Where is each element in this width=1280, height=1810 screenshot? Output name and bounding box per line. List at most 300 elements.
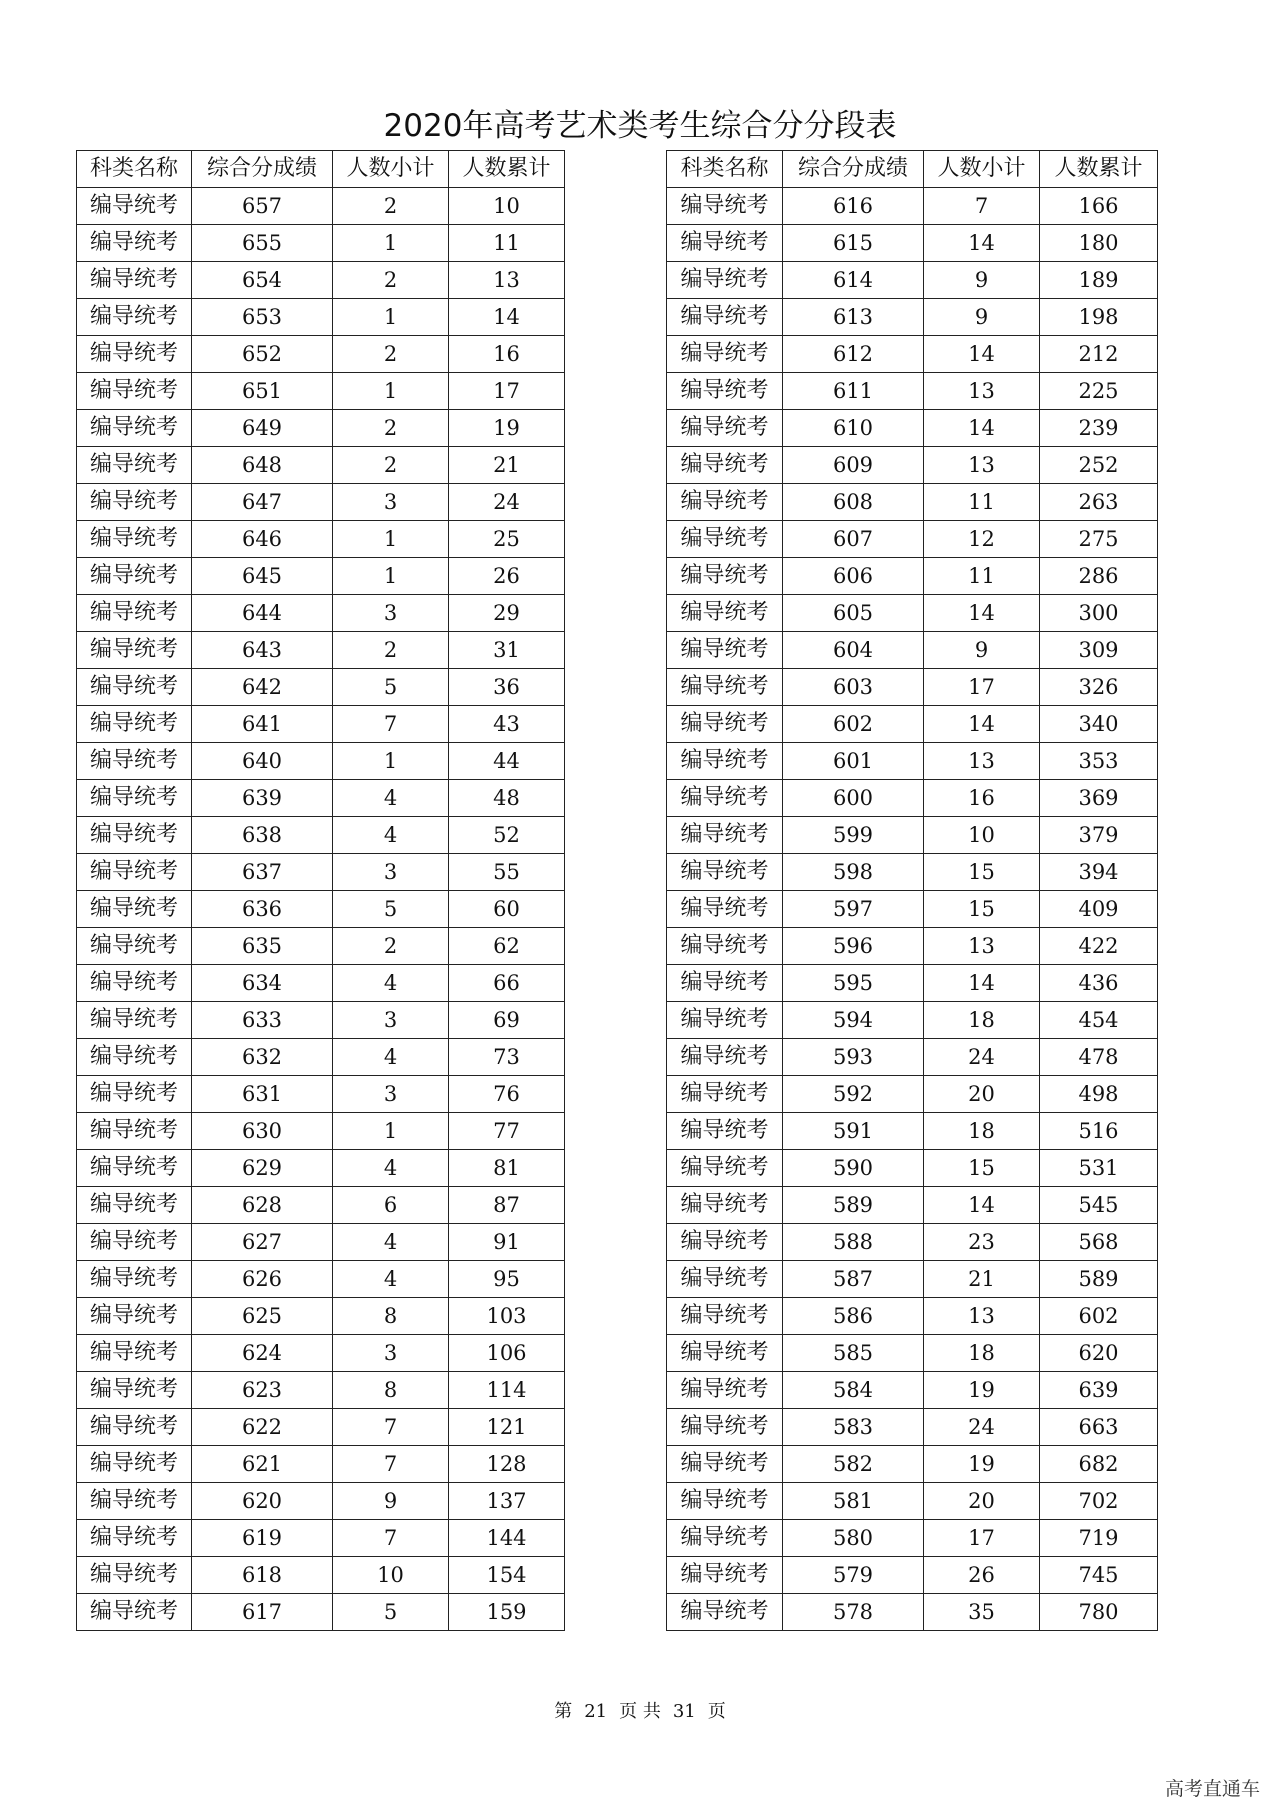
cell-category: 编导统考 bbox=[77, 484, 192, 521]
cell-cumulative: 379 bbox=[1040, 817, 1158, 854]
cell-count: 9 bbox=[333, 1483, 449, 1520]
cell-category: 编导统考 bbox=[77, 1039, 192, 1076]
cell-count: 15 bbox=[924, 854, 1040, 891]
cell-score: 652 bbox=[192, 336, 333, 373]
cell-count: 13 bbox=[924, 928, 1040, 965]
cell-count: 1 bbox=[333, 225, 449, 262]
cell-score: 596 bbox=[783, 928, 924, 965]
cell-category: 编导统考 bbox=[77, 225, 192, 262]
table-row bbox=[667, 669, 1158, 706]
header-cumulative: 人数累计 bbox=[1040, 151, 1158, 188]
cell-category: 编导统考 bbox=[77, 1335, 192, 1372]
cell-cumulative: 663 bbox=[1040, 1409, 1158, 1446]
cell-category: 编导统考 bbox=[77, 854, 192, 891]
cell-score: 623 bbox=[192, 1372, 333, 1409]
table-row bbox=[667, 1520, 1158, 1557]
table-row bbox=[667, 632, 1158, 669]
cell-cumulative: 545 bbox=[1040, 1187, 1158, 1224]
cell-cumulative: 409 bbox=[1040, 891, 1158, 928]
score-table-right bbox=[666, 150, 1158, 1631]
table-row bbox=[77, 669, 565, 706]
cell-category: 编导统考 bbox=[667, 1261, 783, 1298]
cell-score: 587 bbox=[783, 1261, 924, 1298]
table-row bbox=[667, 1076, 1158, 1113]
cell-category: 编导统考 bbox=[77, 706, 192, 743]
cell-score: 586 bbox=[783, 1298, 924, 1335]
table-row bbox=[77, 1594, 565, 1631]
footer-total-pages: 31 bbox=[672, 1701, 696, 1722]
table-row bbox=[667, 558, 1158, 595]
cell-score: 655 bbox=[192, 225, 333, 262]
cell-score: 615 bbox=[783, 225, 924, 262]
cell-cumulative: 340 bbox=[1040, 706, 1158, 743]
cell-cumulative: 76 bbox=[449, 1076, 565, 1113]
table-row bbox=[77, 1150, 565, 1187]
cell-count: 4 bbox=[333, 965, 449, 1002]
cell-category: 编导统考 bbox=[77, 1113, 192, 1150]
table-row bbox=[667, 188, 1158, 225]
table-row bbox=[77, 780, 565, 817]
cell-count: 1 bbox=[333, 299, 449, 336]
cell-count: 11 bbox=[924, 558, 1040, 595]
header-score: 综合分成绩 bbox=[192, 151, 333, 188]
cell-cumulative: 478 bbox=[1040, 1039, 1158, 1076]
cell-cumulative: 11 bbox=[449, 225, 565, 262]
cell-count: 4 bbox=[333, 1224, 449, 1261]
cell-category: 编导统考 bbox=[667, 1187, 783, 1224]
cell-score: 630 bbox=[192, 1113, 333, 1150]
cell-category: 编导统考 bbox=[77, 373, 192, 410]
cell-score: 637 bbox=[192, 854, 333, 891]
cell-cumulative: 60 bbox=[449, 891, 565, 928]
cell-count: 7 bbox=[924, 188, 1040, 225]
cell-count: 14 bbox=[924, 706, 1040, 743]
cell-cumulative: 26 bbox=[449, 558, 565, 595]
table-row bbox=[77, 188, 565, 225]
cell-score: 592 bbox=[783, 1076, 924, 1113]
table-row bbox=[667, 336, 1158, 373]
cell-score: 640 bbox=[192, 743, 333, 780]
cell-cumulative: 48 bbox=[449, 780, 565, 817]
cell-count: 15 bbox=[924, 1150, 1040, 1187]
cell-cumulative: 620 bbox=[1040, 1335, 1158, 1372]
cell-count: 1 bbox=[333, 558, 449, 595]
cell-category: 编导统考 bbox=[667, 817, 783, 854]
cell-score: 612 bbox=[783, 336, 924, 373]
table-row bbox=[77, 1261, 565, 1298]
cell-cumulative: 19 bbox=[449, 410, 565, 447]
cell-cumulative: 719 bbox=[1040, 1520, 1158, 1557]
cell-category: 编导统考 bbox=[77, 1557, 192, 1594]
cell-score: 609 bbox=[783, 447, 924, 484]
cell-cumulative: 17 bbox=[449, 373, 565, 410]
cell-category: 编导统考 bbox=[77, 632, 192, 669]
table-row bbox=[667, 521, 1158, 558]
cell-score: 626 bbox=[192, 1261, 333, 1298]
cell-category: 编导统考 bbox=[667, 336, 783, 373]
cell-score: 635 bbox=[192, 928, 333, 965]
cell-count: 10 bbox=[924, 817, 1040, 854]
watermark: 高考直通车 bbox=[1164, 1778, 1260, 1800]
cell-score: 594 bbox=[783, 1002, 924, 1039]
cell-score: 618 bbox=[192, 1557, 333, 1594]
cell-category: 编导统考 bbox=[77, 743, 192, 780]
cell-cumulative: 369 bbox=[1040, 780, 1158, 817]
table-row bbox=[77, 262, 565, 299]
cell-cumulative: 568 bbox=[1040, 1224, 1158, 1261]
cell-category: 编导统考 bbox=[667, 1483, 783, 1520]
cell-score: 647 bbox=[192, 484, 333, 521]
cell-count: 14 bbox=[924, 336, 1040, 373]
cell-count: 35 bbox=[924, 1594, 1040, 1631]
cell-category: 编导统考 bbox=[77, 669, 192, 706]
cell-cumulative: 189 bbox=[1040, 262, 1158, 299]
footer-prefix: 第 bbox=[554, 1701, 573, 1722]
cell-category: 编导统考 bbox=[77, 780, 192, 817]
cell-score: 583 bbox=[783, 1409, 924, 1446]
cell-cumulative: 394 bbox=[1040, 854, 1158, 891]
cell-count: 2 bbox=[333, 447, 449, 484]
cell-count: 19 bbox=[924, 1372, 1040, 1409]
cell-score: 628 bbox=[192, 1187, 333, 1224]
cell-cumulative: 103 bbox=[449, 1298, 565, 1335]
cell-count: 8 bbox=[333, 1372, 449, 1409]
cell-category: 编导统考 bbox=[667, 447, 783, 484]
cell-category: 编导统考 bbox=[77, 965, 192, 1002]
cell-score: 636 bbox=[192, 891, 333, 928]
table-row bbox=[667, 1335, 1158, 1372]
cell-category: 编导统考 bbox=[667, 373, 783, 410]
cell-cumulative: 14 bbox=[449, 299, 565, 336]
cell-score: 646 bbox=[192, 521, 333, 558]
table-row bbox=[77, 595, 565, 632]
cell-cumulative: 454 bbox=[1040, 1002, 1158, 1039]
cell-score: 645 bbox=[192, 558, 333, 595]
cell-score: 588 bbox=[783, 1224, 924, 1261]
cell-count: 10 bbox=[333, 1557, 449, 1594]
cell-count: 14 bbox=[924, 410, 1040, 447]
cell-count: 13 bbox=[924, 373, 1040, 410]
table-row bbox=[77, 1113, 565, 1150]
cell-category: 编导统考 bbox=[667, 1557, 783, 1594]
footer-page-number: 21 bbox=[584, 1701, 608, 1722]
cell-score: 582 bbox=[783, 1446, 924, 1483]
cell-score: 580 bbox=[783, 1520, 924, 1557]
cell-score: 600 bbox=[783, 780, 924, 817]
cell-cumulative: 154 bbox=[449, 1557, 565, 1594]
cell-count: 15 bbox=[924, 891, 1040, 928]
table-row bbox=[667, 854, 1158, 891]
cell-count: 2 bbox=[333, 262, 449, 299]
table-row bbox=[77, 1076, 565, 1113]
cell-score: 657 bbox=[192, 188, 333, 225]
cell-score: 629 bbox=[192, 1150, 333, 1187]
table-header-row bbox=[667, 151, 1158, 188]
cell-category: 编导统考 bbox=[667, 965, 783, 1002]
cell-category: 编导统考 bbox=[667, 262, 783, 299]
table-row bbox=[667, 1113, 1158, 1150]
cell-category: 编导统考 bbox=[667, 780, 783, 817]
table-row bbox=[667, 484, 1158, 521]
cell-category: 编导统考 bbox=[667, 1224, 783, 1261]
cell-count: 9 bbox=[924, 262, 1040, 299]
cell-score: 599 bbox=[783, 817, 924, 854]
table-row bbox=[77, 447, 565, 484]
cell-cumulative: 326 bbox=[1040, 669, 1158, 706]
cell-score: 621 bbox=[192, 1446, 333, 1483]
cell-count: 12 bbox=[924, 521, 1040, 558]
cell-count: 24 bbox=[924, 1409, 1040, 1446]
cell-cumulative: 180 bbox=[1040, 225, 1158, 262]
cell-score: 608 bbox=[783, 484, 924, 521]
cell-category: 编导统考 bbox=[77, 1520, 192, 1557]
cell-cumulative: 275 bbox=[1040, 521, 1158, 558]
cell-count: 17 bbox=[924, 669, 1040, 706]
table-row bbox=[77, 225, 565, 262]
cell-category: 编导统考 bbox=[667, 743, 783, 780]
table-row bbox=[667, 743, 1158, 780]
cell-cumulative: 29 bbox=[449, 595, 565, 632]
cell-cumulative: 353 bbox=[1040, 743, 1158, 780]
cell-cumulative: 81 bbox=[449, 1150, 565, 1187]
cell-cumulative: 589 bbox=[1040, 1261, 1158, 1298]
cell-category: 编导统考 bbox=[77, 1076, 192, 1113]
cell-score: 604 bbox=[783, 632, 924, 669]
cell-category: 编导统考 bbox=[667, 891, 783, 928]
cell-cumulative: 44 bbox=[449, 743, 565, 780]
table-row bbox=[77, 928, 565, 965]
cell-score: 616 bbox=[783, 188, 924, 225]
cell-score: 619 bbox=[192, 1520, 333, 1557]
cell-count: 1 bbox=[333, 1113, 449, 1150]
cell-score: 649 bbox=[192, 410, 333, 447]
table-row bbox=[77, 854, 565, 891]
table-row bbox=[77, 1224, 565, 1261]
cell-cumulative: 21 bbox=[449, 447, 565, 484]
table-header-row bbox=[77, 151, 565, 188]
cell-score: 603 bbox=[783, 669, 924, 706]
cell-count: 9 bbox=[924, 632, 1040, 669]
cell-score: 581 bbox=[783, 1483, 924, 1520]
cell-category: 编导统考 bbox=[667, 854, 783, 891]
cell-score: 639 bbox=[192, 780, 333, 817]
cell-count: 9 bbox=[924, 299, 1040, 336]
table-row bbox=[77, 1187, 565, 1224]
cell-score: 607 bbox=[783, 521, 924, 558]
table-row bbox=[77, 706, 565, 743]
cell-count: 20 bbox=[924, 1483, 1040, 1520]
table-row bbox=[77, 1557, 565, 1594]
cell-cumulative: 121 bbox=[449, 1409, 565, 1446]
cell-count: 7 bbox=[333, 1446, 449, 1483]
table-row bbox=[667, 225, 1158, 262]
cell-score: 589 bbox=[783, 1187, 924, 1224]
cell-score: 591 bbox=[783, 1113, 924, 1150]
cell-category: 编导统考 bbox=[77, 1261, 192, 1298]
cell-category: 编导统考 bbox=[667, 1594, 783, 1631]
cell-category: 编导统考 bbox=[667, 1039, 783, 1076]
cell-category: 编导统考 bbox=[667, 558, 783, 595]
cell-score: 627 bbox=[192, 1224, 333, 1261]
cell-count: 24 bbox=[924, 1039, 1040, 1076]
cell-score: 611 bbox=[783, 373, 924, 410]
cell-category: 编导统考 bbox=[667, 1002, 783, 1039]
cell-category: 编导统考 bbox=[667, 632, 783, 669]
cell-cumulative: 531 bbox=[1040, 1150, 1158, 1187]
cell-score: 641 bbox=[192, 706, 333, 743]
table-row bbox=[667, 299, 1158, 336]
cell-cumulative: 137 bbox=[449, 1483, 565, 1520]
table-row bbox=[77, 558, 565, 595]
cell-cumulative: 602 bbox=[1040, 1298, 1158, 1335]
cell-category: 编导统考 bbox=[667, 1409, 783, 1446]
cell-score: 631 bbox=[192, 1076, 333, 1113]
cell-cumulative: 31 bbox=[449, 632, 565, 669]
cell-category: 编导统考 bbox=[77, 595, 192, 632]
table-row bbox=[667, 595, 1158, 632]
cell-count: 14 bbox=[924, 225, 1040, 262]
cell-count: 1 bbox=[333, 743, 449, 780]
cell-cumulative: 114 bbox=[449, 1372, 565, 1409]
cell-category: 编导统考 bbox=[77, 558, 192, 595]
cell-count: 3 bbox=[333, 484, 449, 521]
cell-score: 584 bbox=[783, 1372, 924, 1409]
cell-cumulative: 422 bbox=[1040, 928, 1158, 965]
table-row bbox=[77, 1372, 565, 1409]
cell-cumulative: 780 bbox=[1040, 1594, 1158, 1631]
cell-score: 610 bbox=[783, 410, 924, 447]
cell-cumulative: 286 bbox=[1040, 558, 1158, 595]
cell-category: 编导统考 bbox=[667, 1076, 783, 1113]
cell-cumulative: 128 bbox=[449, 1446, 565, 1483]
cell-count: 17 bbox=[924, 1520, 1040, 1557]
cell-cumulative: 212 bbox=[1040, 336, 1158, 373]
cell-count: 20 bbox=[924, 1076, 1040, 1113]
cell-category: 编导统考 bbox=[667, 1298, 783, 1335]
cell-score: 598 bbox=[783, 854, 924, 891]
table-row bbox=[667, 1261, 1158, 1298]
cell-cumulative: 144 bbox=[449, 1520, 565, 1557]
cell-cumulative: 24 bbox=[449, 484, 565, 521]
cell-category: 编导统考 bbox=[77, 891, 192, 928]
table-row bbox=[77, 1002, 565, 1039]
cell-cumulative: 36 bbox=[449, 669, 565, 706]
cell-count: 26 bbox=[924, 1557, 1040, 1594]
cell-cumulative: 106 bbox=[449, 1335, 565, 1372]
cell-cumulative: 225 bbox=[1040, 373, 1158, 410]
cell-category: 编导统考 bbox=[667, 1372, 783, 1409]
cell-category: 编导统考 bbox=[77, 1594, 192, 1631]
cell-cumulative: 639 bbox=[1040, 1372, 1158, 1409]
cell-count: 23 bbox=[924, 1224, 1040, 1261]
cell-count: 11 bbox=[924, 484, 1040, 521]
cell-category: 编导统考 bbox=[77, 928, 192, 965]
cell-count: 1 bbox=[333, 373, 449, 410]
cell-count: 3 bbox=[333, 595, 449, 632]
cell-count: 3 bbox=[333, 1076, 449, 1113]
table-row bbox=[667, 1150, 1158, 1187]
header-score: 综合分成绩 bbox=[783, 151, 924, 188]
cell-count: 3 bbox=[333, 1335, 449, 1372]
cell-category: 编导统考 bbox=[77, 299, 192, 336]
cell-count: 2 bbox=[333, 336, 449, 373]
cell-score: 593 bbox=[783, 1039, 924, 1076]
cell-category: 编导统考 bbox=[77, 188, 192, 225]
table-row bbox=[77, 1039, 565, 1076]
cell-score: 633 bbox=[192, 1002, 333, 1039]
cell-cumulative: 682 bbox=[1040, 1446, 1158, 1483]
page-title: 2020年高考艺术类考生综合分分段表 bbox=[383, 108, 897, 144]
cell-score: 590 bbox=[783, 1150, 924, 1187]
cell-count: 2 bbox=[333, 188, 449, 225]
table-row bbox=[77, 1335, 565, 1372]
table-row bbox=[667, 706, 1158, 743]
table-row bbox=[667, 1446, 1158, 1483]
cell-cumulative: 239 bbox=[1040, 410, 1158, 447]
cell-count: 18 bbox=[924, 1002, 1040, 1039]
cell-category: 编导统考 bbox=[77, 817, 192, 854]
table-row bbox=[667, 373, 1158, 410]
table-row bbox=[667, 817, 1158, 854]
cell-category: 编导统考 bbox=[77, 1187, 192, 1224]
table-row bbox=[77, 299, 565, 336]
cell-score: 653 bbox=[192, 299, 333, 336]
cell-count: 4 bbox=[333, 1150, 449, 1187]
cell-category: 编导统考 bbox=[667, 299, 783, 336]
cell-cumulative: 159 bbox=[449, 1594, 565, 1631]
cell-score: 625 bbox=[192, 1298, 333, 1335]
cell-score: 634 bbox=[192, 965, 333, 1002]
cell-cumulative: 745 bbox=[1040, 1557, 1158, 1594]
cell-cumulative: 300 bbox=[1040, 595, 1158, 632]
cell-count: 3 bbox=[333, 854, 449, 891]
cell-score: 613 bbox=[783, 299, 924, 336]
cell-category: 编导统考 bbox=[667, 1446, 783, 1483]
footer-mid: 页 共 bbox=[619, 1701, 661, 1722]
table-row bbox=[667, 1298, 1158, 1335]
cell-category: 编导统考 bbox=[667, 706, 783, 743]
table-row bbox=[77, 373, 565, 410]
table-row bbox=[77, 1298, 565, 1335]
cell-cumulative: 10 bbox=[449, 188, 565, 225]
table-row bbox=[667, 1224, 1158, 1261]
cell-count: 16 bbox=[924, 780, 1040, 817]
cell-cumulative: 43 bbox=[449, 706, 565, 743]
cell-count: 4 bbox=[333, 1261, 449, 1298]
cell-count: 7 bbox=[333, 706, 449, 743]
cell-score: 651 bbox=[192, 373, 333, 410]
table-row bbox=[667, 1002, 1158, 1039]
cell-count: 19 bbox=[924, 1446, 1040, 1483]
cell-count: 21 bbox=[924, 1261, 1040, 1298]
cell-category: 编导统考 bbox=[77, 521, 192, 558]
cell-count: 13 bbox=[924, 1298, 1040, 1335]
table-row bbox=[667, 1372, 1158, 1409]
header-cumulative: 人数累计 bbox=[449, 151, 565, 188]
cell-count: 8 bbox=[333, 1298, 449, 1335]
cell-score: 605 bbox=[783, 595, 924, 632]
cell-category: 编导统考 bbox=[667, 1335, 783, 1372]
table-row bbox=[77, 336, 565, 373]
cell-count: 18 bbox=[924, 1113, 1040, 1150]
table-row bbox=[77, 1483, 565, 1520]
cell-category: 编导统考 bbox=[667, 188, 783, 225]
page-footer bbox=[0, 1697, 1280, 1723]
cell-count: 5 bbox=[333, 891, 449, 928]
table-row bbox=[667, 410, 1158, 447]
cell-cumulative: 73 bbox=[449, 1039, 565, 1076]
cell-category: 编导统考 bbox=[667, 669, 783, 706]
